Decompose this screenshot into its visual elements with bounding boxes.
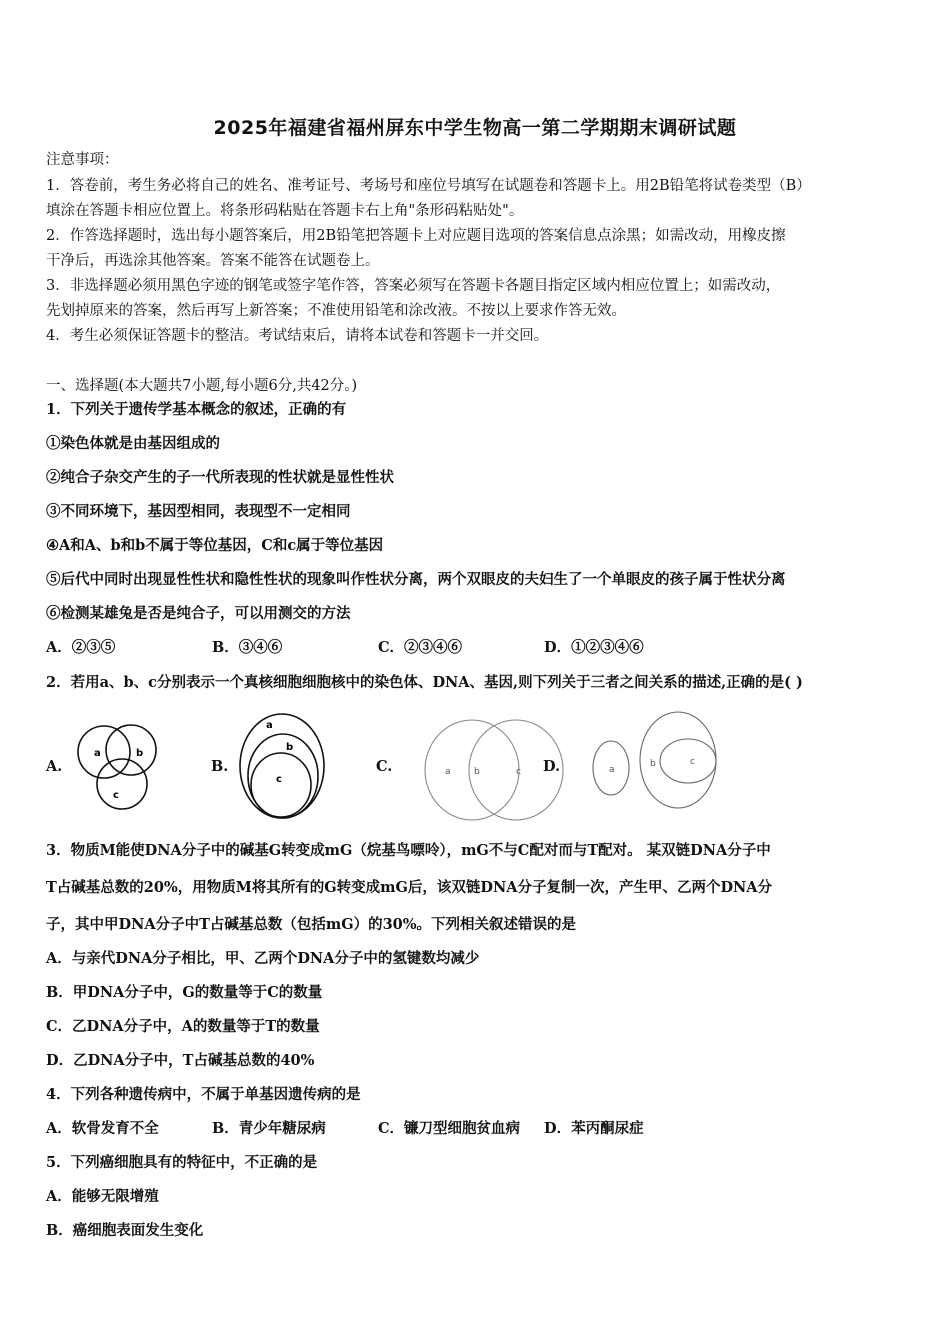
- q1-item: ⑤后代中同时出现显性性状和隐性性状的现象叫作性状分离，两个双眼皮的夫妇生了一个单眼皮的孩子属于性状分离: [46, 571, 786, 588]
- letter-c: c: [276, 774, 282, 785]
- q5-option-b[interactable]: B．癌细胞表面发生变化: [46, 1222, 204, 1239]
- option-a[interactable]: A．②③⑤: [46, 639, 116, 656]
- q4-stem: 4．下列各种遗传病中，不属于单基因遗传病的是: [46, 1086, 361, 1103]
- q3-option-c[interactable]: C．乙DNA分子中，A的数量等于T的数量: [46, 1018, 320, 1035]
- option-d[interactable]: D．苯丙酮尿症: [544, 1120, 644, 1137]
- q3-stem-line: T占碱基总数的20%，用物质M将其所有的G转变成mG后，该双链DNA分子复制一次，产生甲、乙两个DNA分: [46, 879, 773, 896]
- notice-line: 2．作答选择题时，选出每小题答案后，用2B铅笔把答题卡上对应题目选项的答案信息点涂黑；如需改动，用橡皮擦: [46, 228, 786, 244]
- letter-b: b: [474, 767, 480, 777]
- circle-c: [660, 739, 716, 783]
- notice-line: 1．答卷前，考生务必将自己的姓名、准考证号、考场号和座位号填写在试题卷和答题卡上。用2B铅笔将试卷类型（B）: [46, 178, 811, 194]
- circle-a: [425, 720, 519, 820]
- nested-diagram-b: [236, 708, 336, 822]
- option-c[interactable]: C．②③④⑥: [378, 639, 463, 656]
- letter-b: b: [136, 748, 144, 759]
- option-b[interactable]: B．青少年糖尿病: [212, 1120, 326, 1137]
- q1-item: ④A和A、b和b不属于等位基因，C和c属于等位基因: [46, 537, 384, 554]
- letter-c: c: [690, 757, 695, 767]
- notice-line: 3．非选择题必须用黑色字迹的钢笔或签字笔作答，答案必须写在答题卡各题目指定区域内相应位置上；如需改动，: [46, 278, 781, 294]
- q1-item: ①染色体就是由基因组成的: [46, 435, 220, 452]
- q2-label-b[interactable]: B.: [211, 758, 229, 775]
- section-heading: 一、选择题(本大题共7小题,每小题6分,共42分。): [46, 378, 358, 394]
- q2-stem: 2．若用a、b、c分别表示一个真核细胞细胞核中的染色体、DNA、基因,则下列关于三者之间关系的描述,正确的是( ): [46, 674, 803, 691]
- q3-option-b[interactable]: B．甲DNA分子中，G的数量等于C的数量: [46, 984, 323, 1001]
- q1-item: ⑥检测某雄兔是否是纯合子，可以用测交的方法: [46, 605, 351, 622]
- circle-c: [251, 753, 311, 817]
- option-d[interactable]: D．①②③④⑥: [544, 639, 644, 656]
- letter-a: a: [609, 765, 615, 775]
- q3-option-a[interactable]: A．与亲代DNA分子相比，甲、乙两个DNA分子中的氢键数均减少: [46, 950, 480, 967]
- letter-a: a: [266, 720, 273, 731]
- option-c[interactable]: C．镰刀型细胞贫血病: [378, 1120, 521, 1137]
- notice-heading: 注意事项：: [46, 152, 119, 168]
- q2-label-d[interactable]: D.: [543, 758, 561, 775]
- letter-b: b: [650, 759, 656, 769]
- q1-item: ③不同环境下，基因型相同，表现型不一定相同: [46, 503, 351, 520]
- circle-c: [97, 759, 147, 809]
- letter-a: a: [445, 767, 451, 777]
- q2-label-c[interactable]: C.: [376, 758, 393, 775]
- circle-b: [106, 725, 156, 775]
- notice-line: 干净后，再选涂其他答案。答案不能答在试题卷上。: [46, 253, 380, 269]
- venn-diagram-a: [70, 712, 170, 816]
- letter-c: c: [516, 767, 521, 777]
- notice-line: 4．考生必须保证答题卡的整洁。考试结束后，请将本试卷和答题卡一并交回。: [46, 328, 549, 344]
- q3-option-d[interactable]: D．乙DNA分子中，T占碱基总数的40%: [46, 1052, 315, 1069]
- letter-c: c: [113, 790, 119, 801]
- q1-item: ②纯合子杂交产生的子一代所表现的性状就是显性性状: [46, 469, 394, 486]
- q5-option-a[interactable]: A．能够无限增殖: [46, 1188, 159, 1205]
- circle-a: [240, 714, 324, 818]
- page-title: 2025年福建省福州屏东中学生物高一第二学期期末调研试题: [213, 117, 737, 139]
- diagram-d: [585, 708, 725, 812]
- q1-stem: 1．下列关于遗传学基本概念的叙述，正确的有: [46, 401, 347, 418]
- q2-label-a[interactable]: A.: [46, 758, 63, 775]
- notice-line: 先划掉原来的答案，然后再写上新答案；不准使用铅笔和涂改液。不按以上要求作答无效。: [46, 303, 626, 319]
- circle-a: [78, 726, 130, 778]
- notice-line: 填涂在答题卡相应位置上。将条形码粘贴在答题卡右上角"条形码粘贴处"。: [46, 203, 524, 219]
- letter-b: b: [286, 742, 294, 753]
- q3-stem-line: 3．物质M能使DNA分子中的碱基G转变成mG（烷基鸟嘌呤），mG不与C配对而与T配对。 某双链DNA分子中: [46, 842, 771, 859]
- q3-stem-line: 子，其中甲DNA分子中T占碱基总数（包括mG）的30%。下列相关叙述错误的是: [46, 916, 577, 933]
- option-a[interactable]: A．软骨发育不全: [46, 1120, 159, 1137]
- q4-options: [46, 1119, 644, 1139]
- q5-stem: 5．下列癌细胞具有的特征中，不正确的是: [46, 1154, 318, 1171]
- option-b[interactable]: B．③④⑥: [212, 639, 283, 656]
- q1-options: [46, 638, 644, 658]
- letter-a: a: [94, 748, 101, 759]
